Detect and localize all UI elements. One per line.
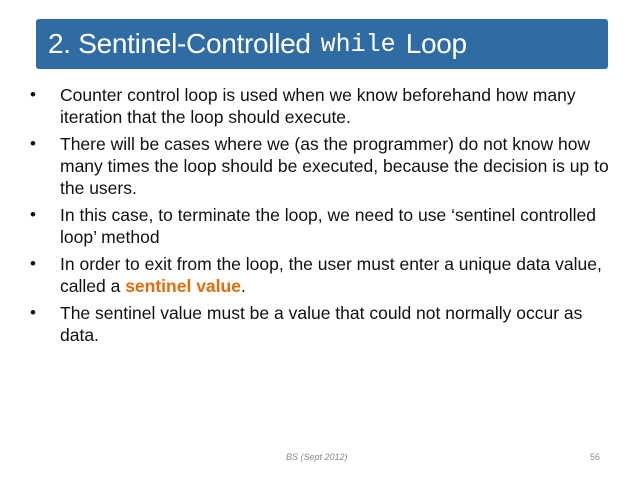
bullet-item — [30, 253, 610, 297]
slide-title-suffix: Loop — [405, 28, 467, 59]
bullet-text-before-highlight: In order to exit from the loop, the user must enter a unique data value, called a — [60, 254, 602, 296]
bullet-text-after-highlight: . — [240, 276, 246, 296]
bullet-text: The sentinel value must be a value that could not normally occur as data. — [60, 303, 583, 345]
page-number: 56 — [590, 452, 601, 462]
bullet-list — [30, 84, 610, 351]
bullet-item — [30, 302, 610, 346]
bullet-text: In this case, to terminate the loop, we need to use ‘sentinel controlled loop’ method — [60, 205, 597, 247]
bullet-point-icon: • — [30, 205, 36, 224]
bullet-point-icon: • — [30, 254, 36, 273]
bullet-item — [30, 133, 610, 199]
bullet-point-icon: • — [30, 85, 36, 104]
bullet-item — [30, 204, 610, 248]
footer-date-label: BS (Sept 2012) — [286, 452, 348, 462]
sentinel-value-highlight: sentinel value — [125, 276, 241, 296]
slide-title-code-keyword: while — [320, 29, 396, 59]
slide-title-prefix: 2. Sentinel-Controlled — [48, 28, 311, 59]
bullet-point-icon: • — [30, 134, 36, 153]
slide-title-bar — [36, 19, 608, 69]
bullet-point-icon: • — [30, 303, 36, 322]
bullet-text: There will be cases where we (as the programmer) do not know how many times the loop should be executed, because the decision is up to the users. — [60, 134, 609, 198]
bullet-text: Counter control loop is used when we know beforehand how many iteration that the loop should execute. — [60, 85, 576, 127]
bullet-item — [30, 84, 610, 128]
